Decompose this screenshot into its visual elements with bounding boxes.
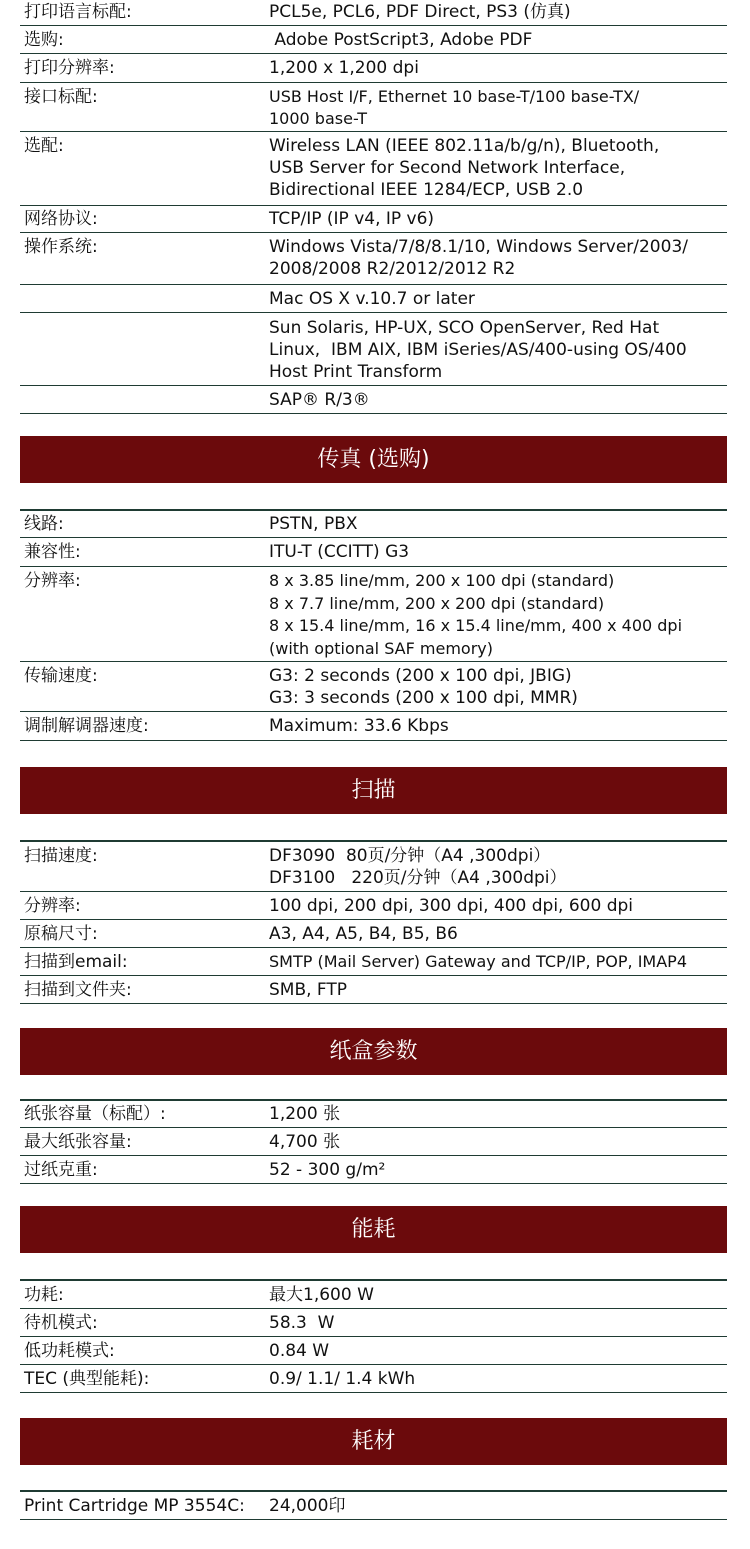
spec-label: 待机模式:	[24, 1313, 98, 1333]
spec-value: Maximum: 33.6 Kbps	[269, 716, 449, 736]
spec-label: 过纸克重:	[24, 1160, 98, 1180]
spec-value: Wireless LAN (IEEE 802.11a/b/g/n), Bluetooth, USB Server for Second Network Interface, Bidirectional IEEE 1284/ECP, USB 2.0	[269, 136, 660, 200]
table-row	[20, 26, 727, 53]
spec-label: 扫描速度:	[24, 846, 98, 866]
spec-value: ITU-T (CCITT) G3	[269, 542, 410, 562]
spec-value: SAP® R/3®	[269, 390, 370, 410]
spec-value: Adobe PostScript3, Adobe PDF	[269, 30, 533, 50]
table-row	[20, 841, 727, 891]
spec-value: A3, A4, A5, B4, B5, B6	[269, 924, 458, 944]
table-row	[20, 1491, 727, 1519]
spec-label: 传输速度:	[24, 666, 98, 686]
spec-value: 100 dpi, 200 dpi, 300 dpi, 400 dpi, 600 dpi	[269, 896, 634, 916]
row-divider	[20, 1003, 727, 1004]
spec-value: 0.84 W	[269, 1341, 330, 1361]
spec-label: 低功耗模式:	[24, 1341, 115, 1361]
table-row	[20, 892, 727, 919]
section-banner-fax: 传真 (选购)	[20, 436, 727, 483]
table-row	[20, 313, 727, 385]
table-row	[20, 920, 727, 947]
table-row	[20, 1365, 727, 1392]
spec-label: 线路:	[24, 514, 64, 534]
spec-label: 调制解调器速度:	[24, 716, 149, 736]
spec-label: 选购:	[24, 30, 64, 50]
table-row	[20, 662, 727, 711]
spec-value: 0.9/ 1.1/ 1.4 kWh	[269, 1369, 416, 1389]
table-row	[20, 712, 727, 739]
spec-label: 最大纸张容量:	[24, 1132, 132, 1152]
spec-value: 1,200 x 1,200 dpi	[269, 58, 419, 78]
row-divider	[20, 1183, 727, 1184]
spec-label: 选配:	[24, 136, 64, 156]
spec-label: 接口标配:	[24, 87, 98, 107]
spec-label: 扫描到email:	[24, 952, 128, 972]
section-banner-paper: 纸盒参数	[20, 1028, 727, 1075]
spec-label: 操作系统:	[24, 237, 98, 257]
spec-label: 纸张容量（标配）:	[24, 1104, 166, 1124]
table-row	[20, 54, 727, 82]
spec-value: USB Host I/F, Ethernet 10 base-T/100 base-TX/ 1000 base-T	[269, 87, 640, 128]
spec-label: 兼容性:	[24, 542, 81, 562]
spec-value: TCP/IP (IP v4, IP v6)	[269, 209, 435, 229]
spec-value: 24,000印	[269, 1496, 346, 1516]
table-row	[20, 206, 727, 232]
table-row	[20, 510, 727, 537]
table-row	[20, 0, 727, 25]
table-row	[20, 83, 727, 130]
spec-value: DF3090 80页/分钟（A4 ,300dpi） DF3100 220页/分钟（A4 ,300dpi）	[269, 846, 567, 888]
table-row	[20, 386, 727, 413]
spec-value: SMB, FTP	[269, 980, 348, 1000]
table-row	[20, 132, 727, 204]
spec-value: PCL5e, PCL6, PDF Direct, PS3 (仿真)	[269, 2, 571, 22]
table-row	[20, 538, 727, 565]
spec-label: Print Cartridge MP 3554C:	[24, 1496, 245, 1516]
table-row	[20, 976, 727, 1003]
spec-value: 58.3 W	[269, 1313, 335, 1333]
section-banner-consumables: 耗材	[20, 1418, 727, 1465]
spec-label: 分辨率:	[24, 896, 81, 916]
spec-value: PSTN, PBX	[269, 514, 358, 534]
table-row	[20, 1337, 727, 1364]
table-row	[20, 1128, 727, 1155]
row-divider	[20, 413, 727, 414]
table-row	[20, 948, 727, 975]
spec-value: 最大1,600 W	[269, 1285, 374, 1305]
spec-label: 分辨率:	[24, 571, 81, 591]
table-row	[20, 567, 727, 661]
spec-label: 功耗:	[24, 1285, 64, 1305]
table-row	[20, 233, 727, 284]
table-row	[20, 1280, 727, 1307]
spec-value: SMTP (Mail Server) Gateway and TCP/IP, POP, IMAP4	[269, 952, 687, 971]
spec-label: 打印分辨率:	[24, 58, 115, 78]
table-row	[20, 285, 727, 312]
spec-value: Windows Vista/7/8/8.1/10, Windows Server/2003/ 2008/2008 R2/2012/2012 R2	[269, 237, 688, 279]
spec-label: 扫描到文件夹:	[24, 980, 132, 1000]
spec-value: G3: 2 seconds (200 x 100 dpi, JBIG) G3: 3 seconds (200 x 100 dpi, MMR)	[269, 666, 578, 708]
row-divider	[20, 1519, 727, 1520]
spec-value: Mac OS X v.10.7 or later	[269, 289, 475, 309]
spec-value: 4,700 张	[269, 1132, 341, 1152]
table-row	[20, 1309, 727, 1336]
spec-label: TEC (典型能耗):	[24, 1369, 150, 1389]
spec-value: Sun Solaris, HP-UX, SCO OpenServer, Red Hat Linux, IBM AIX, IBM iSeries/AS/400-using OS/400 Host Print Transform	[269, 318, 687, 382]
row-divider	[20, 1392, 727, 1393]
spec-label: 网络协议:	[24, 209, 98, 229]
row-divider	[20, 740, 727, 741]
spec-label: 原稿尺寸:	[24, 924, 98, 944]
spec-value: 52 - 300 g/m²	[269, 1160, 386, 1180]
section-banner-power: 能耗	[20, 1206, 727, 1253]
table-row	[20, 1156, 727, 1183]
spec-label: 打印语言标配:	[24, 2, 132, 22]
table-row	[20, 1100, 727, 1127]
spec-value: 1,200 张	[269, 1104, 341, 1124]
section-banner-scan: 扫描	[20, 767, 727, 814]
spec-value: 8 x 3.85 line/mm, 200 x 100 dpi (standard) 8 x 7.7 line/mm, 200 x 200 dpi (standard) 8 x 15.4 line/mm, 16 x 15.4 line/mm, 400 x 400 dpi (with optional SAF memory)	[269, 571, 683, 658]
